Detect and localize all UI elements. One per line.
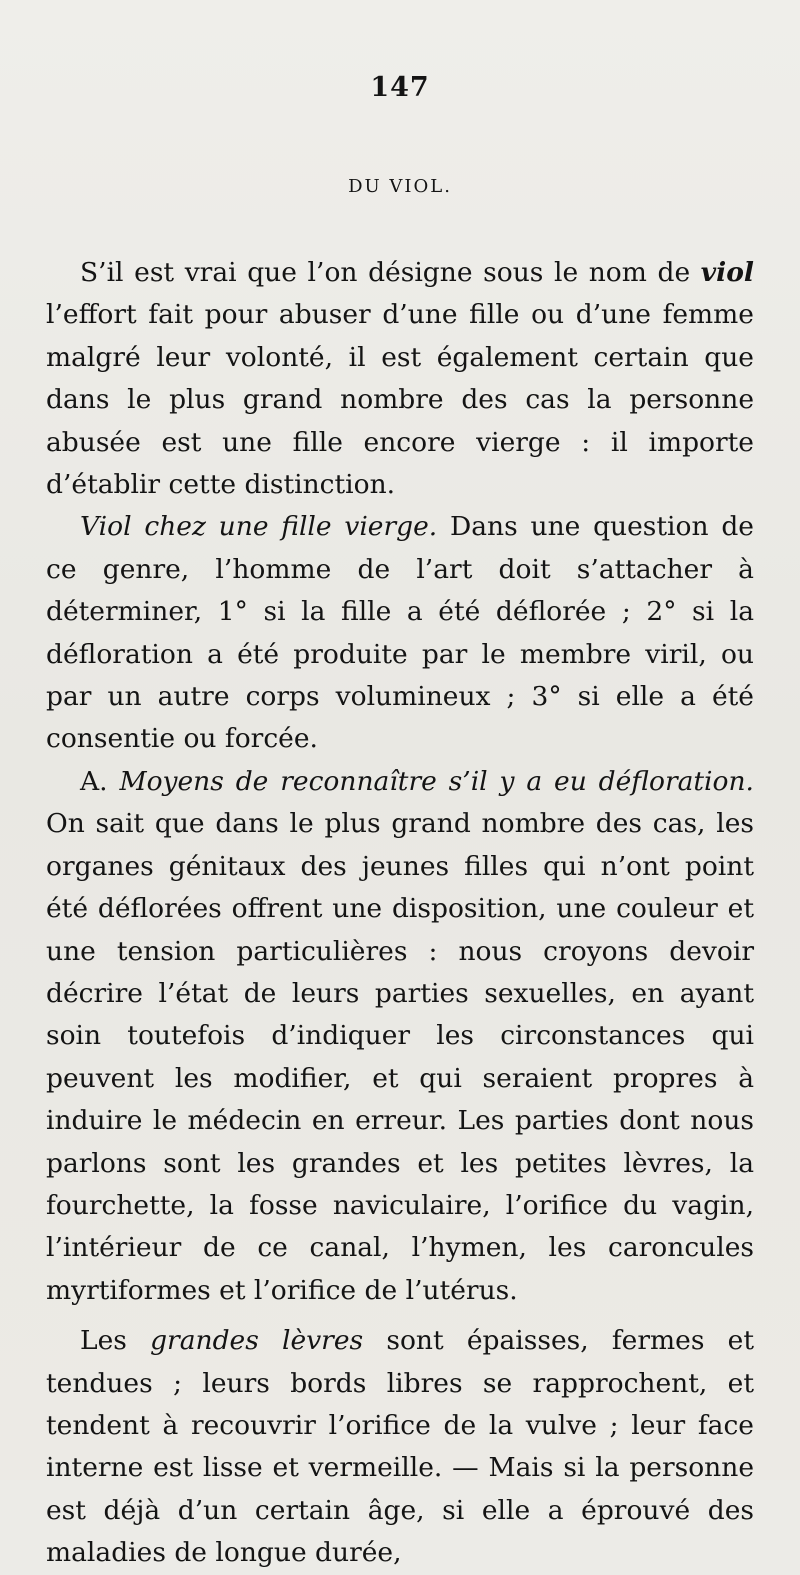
text-run-emphasis: viol bbox=[700, 257, 754, 288]
paragraph-grandes-levres bbox=[46, 1320, 754, 1574]
text-run-italic: Viol chez une fille vierge. bbox=[80, 511, 438, 543]
text-run: A. bbox=[80, 765, 120, 797]
text-run: l’effort fait pour abuser d’une fille ou d’une femme malgré leur volonté, il est également certain que dans le plus grand nombre des cas la personne abusée est une fille encore vierge : il importe d’établir cette distinction. bbox=[46, 299, 754, 501]
text-run-italic: Moyens de reconnaître s’il y a eu défloration. bbox=[119, 765, 754, 797]
body-text bbox=[46, 252, 754, 1575]
text-run: S’il est vrai que l’on désigne sous le nom de bbox=[80, 257, 701, 288]
page-number: 147 bbox=[370, 72, 430, 103]
text-run-italic: grandes lèvres bbox=[150, 1325, 364, 1357]
section-heading: DU VIOL. bbox=[348, 176, 452, 197]
text-run: sont épaisses, fermes et tendues ; leurs bords libres se rapprochent, et tendent à recouvrir l’orifice de la vulve ; leur face interne est lisse et vermeille. — Mais si la personne est déjà d’un certain âge, si elle a éprouvé des maladies de longue durée, bbox=[46, 1325, 754, 1569]
paragraph-viol-vierge bbox=[46, 506, 754, 760]
text-run: Dans une question de ce genre, l’homme de l’art doit s’attacher à déterminer, 1° si la fille a été déflorée ; 2° si la défloration a été produite par le membre viril, ou par un autre corps volumineux ; 3° si elle a été consentie ou forcée. bbox=[46, 511, 754, 755]
paragraph-moyens bbox=[46, 761, 754, 1312]
text-run: On sait que dans le plus grand nombre des cas, les organes génitaux des jeunes filles qui n’ont point été déflorées offrent une disposition, une couleur et une tension particulières : nous croyons devoir décrire l’état de leurs parties sexuelles, en ayant soin toutefois d’indiquer les circonstances qui peuvent les modifier, et qui seraient propres à induire le médecin en erreur. Les parties dont nous parlons sont les grandes et les petites lèvres, la fourchette, la fosse naviculaire, l’orifice du vagin, l’intérieur de ce canal, l’hymen, les caroncules myrtiformes et l’orifice de l’utérus. bbox=[46, 808, 754, 1306]
paragraph-intro bbox=[46, 252, 754, 506]
text-run: Les bbox=[80, 1325, 151, 1357]
